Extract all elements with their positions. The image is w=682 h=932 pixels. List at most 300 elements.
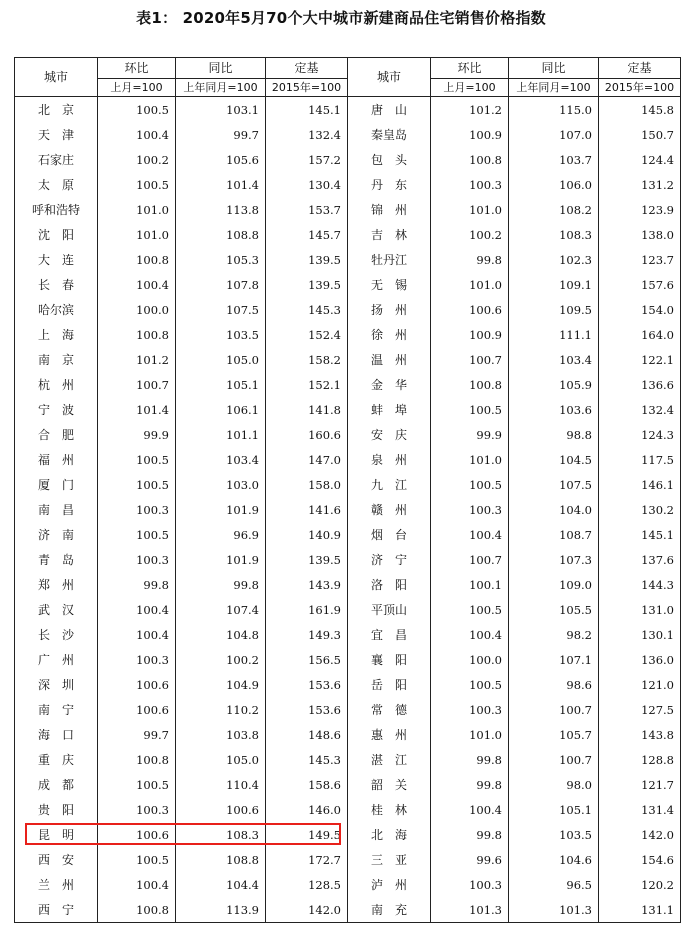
mom-cell: 100.4 [431, 622, 509, 647]
city-header: 城市 [15, 58, 98, 97]
mom-cell: 101.0 [98, 222, 176, 247]
fixed-cell: 153.6 [266, 697, 348, 722]
table-row [15, 897, 681, 923]
mom-cell: 99.8 [98, 572, 176, 597]
fixed-cell: 132.4 [266, 122, 348, 147]
city-cell: 广 州 [15, 647, 98, 672]
fixed-cell: 149.3 [266, 622, 348, 647]
fixed-cell: 172.7 [266, 847, 348, 872]
mom-base-header: 上月=100 [98, 79, 176, 97]
city-cell: 济 宁 [348, 547, 431, 572]
mom-cell: 100.3 [98, 647, 176, 672]
yoy-cell: 110.4 [176, 772, 266, 797]
fixed-cell: 154.0 [599, 297, 681, 322]
yoy-cell: 105.9 [509, 372, 599, 397]
yoy-cell: 105.7 [509, 722, 599, 747]
city-cell: 杭 州 [15, 372, 98, 397]
fixed-cell: 128.8 [599, 747, 681, 772]
yoy-cell: 99.8 [176, 572, 266, 597]
mom-cell: 101.2 [431, 97, 509, 123]
table-row [15, 172, 681, 197]
city-cell: 温 州 [348, 347, 431, 372]
mom-cell: 100.5 [431, 397, 509, 422]
fixed-cell: 141.8 [266, 397, 348, 422]
yoy-cell: 107.3 [509, 547, 599, 572]
yoy-cell: 104.8 [176, 622, 266, 647]
yoy-cell: 101.9 [176, 547, 266, 572]
yoy-cell: 105.1 [176, 372, 266, 397]
fixed-cell: 127.5 [599, 697, 681, 722]
table-row [15, 647, 681, 672]
mom-cell: 100.8 [98, 747, 176, 772]
city-cell: 大 连 [15, 247, 98, 272]
yoy-cell: 98.2 [509, 622, 599, 647]
city-cell: 襄 阳 [348, 647, 431, 672]
mom-cell: 100.8 [98, 897, 176, 923]
mom-cell: 100.5 [98, 772, 176, 797]
fixed-cell: 145.1 [266, 97, 348, 123]
yoy-cell: 106.0 [509, 172, 599, 197]
city-cell: 哈尔滨 [15, 297, 98, 322]
table-row [15, 522, 681, 547]
table-row [15, 572, 681, 597]
yoy-cell: 113.8 [176, 197, 266, 222]
yoy-cell: 107.1 [509, 647, 599, 672]
city-cell: 金 华 [348, 372, 431, 397]
mom-cell: 99.6 [431, 847, 509, 872]
fixed-cell: 139.5 [266, 272, 348, 297]
fixed-cell: 143.9 [266, 572, 348, 597]
fixed-cell: 147.0 [266, 447, 348, 472]
mom-cell: 99.9 [98, 422, 176, 447]
fixed-base-header: 2015年=100 [266, 79, 348, 97]
mom-cell: 101.0 [431, 272, 509, 297]
mom-cell: 100.4 [98, 622, 176, 647]
city-cell: 扬 州 [348, 297, 431, 322]
mom-cell: 100.6 [98, 672, 176, 697]
fixed-cell: 131.1 [599, 897, 681, 923]
city-cell: 福 州 [15, 447, 98, 472]
yoy-cell: 103.5 [176, 322, 266, 347]
yoy-cell: 105.1 [509, 797, 599, 822]
fixed-cell: 145.8 [599, 97, 681, 123]
mom-cell: 100.6 [431, 297, 509, 322]
city-cell: 宁 波 [15, 397, 98, 422]
yoy-cell: 105.6 [176, 147, 266, 172]
city-cell: 韶 关 [348, 772, 431, 797]
city-cell: 泸 州 [348, 872, 431, 897]
yoy-cell: 96.5 [509, 872, 599, 897]
mom-cell: 100.5 [98, 97, 176, 123]
yoy-cell: 110.2 [176, 697, 266, 722]
mom-cell: 101.0 [431, 722, 509, 747]
mom-cell: 100.5 [98, 522, 176, 547]
city-cell: 丹 东 [348, 172, 431, 197]
fixed-cell: 164.0 [599, 322, 681, 347]
table-row [15, 272, 681, 297]
city-cell: 合 肥 [15, 422, 98, 447]
table-row [15, 747, 681, 772]
city-cell: 平顶山 [348, 597, 431, 622]
city-cell: 岳 阳 [348, 672, 431, 697]
city-cell: 南 昌 [15, 497, 98, 522]
mom-cell: 100.3 [98, 497, 176, 522]
fixed-cell: 153.7 [266, 197, 348, 222]
fixed-cell: 124.3 [599, 422, 681, 447]
table-row [15, 497, 681, 522]
city-cell: 青 岛 [15, 547, 98, 572]
city-cell: 厦 门 [15, 472, 98, 497]
yoy-cell: 107.5 [176, 297, 266, 322]
yoy-cell: 104.6 [509, 847, 599, 872]
fixed-cell: 131.2 [599, 172, 681, 197]
mom-cell: 100.7 [431, 347, 509, 372]
price-index-table [14, 57, 681, 923]
fixed-cell: 131.0 [599, 597, 681, 622]
yoy-cell: 105.5 [509, 597, 599, 622]
fixed-cell: 157.2 [266, 147, 348, 172]
table-row [15, 772, 681, 797]
yoy-cell: 107.5 [509, 472, 599, 497]
yoy-cell: 103.6 [509, 397, 599, 422]
city-cell: 惠 州 [348, 722, 431, 747]
city-cell: 桂 林 [348, 797, 431, 822]
fixed-cell: 161.9 [266, 597, 348, 622]
fixed-cell: 152.1 [266, 372, 348, 397]
table-row [15, 297, 681, 322]
city-cell: 赣 州 [348, 497, 431, 522]
fixed-cell: 158.6 [266, 772, 348, 797]
mom-cell: 100.5 [98, 847, 176, 872]
mom-cell: 100.5 [98, 472, 176, 497]
mom-cell: 100.0 [431, 647, 509, 672]
fixed-cell: 139.5 [266, 247, 348, 272]
yoy-base-header: 上年同月=100 [509, 79, 599, 97]
table-row [15, 347, 681, 372]
table-row [15, 672, 681, 697]
city-cell: 南 充 [348, 897, 431, 923]
yoy-cell: 103.0 [176, 472, 266, 497]
city-cell: 深 圳 [15, 672, 98, 697]
table-row [15, 722, 681, 747]
yoy-cell: 111.1 [509, 322, 599, 347]
city-cell: 西 安 [15, 847, 98, 872]
mom-cell: 100.3 [98, 797, 176, 822]
mom-cell: 100.7 [98, 372, 176, 397]
yoy-cell: 108.2 [509, 197, 599, 222]
table-row [15, 222, 681, 247]
city-cell: 海 口 [15, 722, 98, 747]
yoy-cell: 100.2 [176, 647, 266, 672]
fixed-cell: 158.2 [266, 347, 348, 372]
fixed-cell: 142.0 [266, 897, 348, 923]
table-row [15, 247, 681, 272]
city-cell: 成 都 [15, 772, 98, 797]
fixed-cell: 120.2 [599, 872, 681, 897]
yoy-base-header: 上年同月=100 [176, 79, 266, 97]
city-cell: 天 津 [15, 122, 98, 147]
mom-cell: 100.4 [98, 122, 176, 147]
fixed-cell: 123.9 [599, 197, 681, 222]
table-row [15, 597, 681, 622]
fixed-cell: 128.5 [266, 872, 348, 897]
city-cell: 武 汉 [15, 597, 98, 622]
yoy-cell: 101.3 [509, 897, 599, 923]
yoy-cell: 103.4 [176, 447, 266, 472]
mom-cell: 101.0 [431, 447, 509, 472]
mom-cell: 100.3 [431, 872, 509, 897]
fixed-cell: 131.4 [599, 797, 681, 822]
table-row [15, 622, 681, 647]
fixed-cell: 157.6 [599, 272, 681, 297]
fixed-cell: 130.4 [266, 172, 348, 197]
table-row [15, 397, 681, 422]
mom-cell: 100.5 [98, 447, 176, 472]
table-row [15, 797, 681, 822]
yoy-cell: 113.9 [176, 897, 266, 923]
city-cell: 郑 州 [15, 572, 98, 597]
fixed-cell: 145.3 [266, 747, 348, 772]
yoy-cell: 103.1 [176, 97, 266, 123]
city-cell: 包 头 [348, 147, 431, 172]
fixed-cell: 145.7 [266, 222, 348, 247]
table-row [15, 472, 681, 497]
fixed-cell: 139.5 [266, 547, 348, 572]
yoy-cell: 108.8 [176, 847, 266, 872]
yoy-cell: 109.0 [509, 572, 599, 597]
fixed-cell: 149.5 [266, 822, 348, 847]
fixed-cell: 138.0 [599, 222, 681, 247]
fixed-cell: 130.2 [599, 497, 681, 522]
city-cell: 贵 阳 [15, 797, 98, 822]
yoy-cell: 98.0 [509, 772, 599, 797]
yoy-cell: 103.5 [509, 822, 599, 847]
fixed-cell: 145.3 [266, 297, 348, 322]
fixed-cell: 136.6 [599, 372, 681, 397]
mom-cell: 100.5 [431, 597, 509, 622]
mom-cell: 100.5 [431, 672, 509, 697]
mom-cell: 100.4 [431, 522, 509, 547]
city-cell: 牡丹江 [348, 247, 431, 272]
city-cell: 西 宁 [15, 897, 98, 923]
mom-cell: 100.1 [431, 572, 509, 597]
mom-cell: 101.0 [98, 197, 176, 222]
mom-cell: 101.3 [431, 897, 509, 923]
mom-cell: 100.2 [431, 222, 509, 247]
fixed-cell: 143.8 [599, 722, 681, 747]
yoy-cell: 108.3 [509, 222, 599, 247]
yoy-cell: 98.8 [509, 422, 599, 447]
city-cell: 长 春 [15, 272, 98, 297]
yoy-cell: 115.0 [509, 97, 599, 123]
city-cell: 北 京 [15, 97, 98, 123]
yoy-cell: 104.5 [509, 447, 599, 472]
city-cell: 常 德 [348, 697, 431, 722]
city-cell: 长 沙 [15, 622, 98, 647]
table-row [15, 422, 681, 447]
city-cell: 湛 江 [348, 747, 431, 772]
city-cell: 吉 林 [348, 222, 431, 247]
fixed-cell: 142.0 [599, 822, 681, 847]
yoy-cell: 109.1 [509, 272, 599, 297]
mom-cell: 99.8 [431, 247, 509, 272]
city-cell: 上 海 [15, 322, 98, 347]
fixed-cell: 146.1 [599, 472, 681, 497]
yoy-header: 同比 [176, 58, 266, 79]
mom-cell: 100.9 [431, 122, 509, 147]
mom-cell: 100.6 [98, 822, 176, 847]
yoy-cell: 103.4 [509, 347, 599, 372]
mom-base-header: 上月=100 [431, 79, 509, 97]
yoy-cell: 100.7 [509, 697, 599, 722]
yoy-cell: 104.0 [509, 497, 599, 522]
table-row [15, 447, 681, 472]
city-cell: 唐 山 [348, 97, 431, 123]
yoy-cell: 101.9 [176, 497, 266, 522]
table-row [15, 372, 681, 397]
table-body [15, 97, 681, 923]
mom-cell: 100.6 [98, 697, 176, 722]
table-header [15, 58, 681, 97]
mom-cell: 100.8 [431, 147, 509, 172]
yoy-cell: 96.9 [176, 522, 266, 547]
mom-cell: 101.0 [431, 197, 509, 222]
fixed-cell: 124.4 [599, 147, 681, 172]
yoy-cell: 101.4 [176, 172, 266, 197]
mom-cell: 99.8 [431, 822, 509, 847]
mom-cell: 100.8 [98, 322, 176, 347]
city-cell: 徐 州 [348, 322, 431, 347]
yoy-cell: 108.3 [176, 822, 266, 847]
mom-cell: 100.4 [431, 797, 509, 822]
yoy-cell: 101.1 [176, 422, 266, 447]
city-cell: 安 庆 [348, 422, 431, 447]
fixed-cell: 141.6 [266, 497, 348, 522]
city-cell: 兰 州 [15, 872, 98, 897]
fixed-cell: 145.1 [599, 522, 681, 547]
yoy-cell: 108.7 [509, 522, 599, 547]
yoy-cell: 104.4 [176, 872, 266, 897]
mom-cell: 100.4 [98, 872, 176, 897]
fixed-cell: 132.4 [599, 397, 681, 422]
city-cell: 烟 台 [348, 522, 431, 547]
yoy-cell: 105.0 [176, 347, 266, 372]
yoy-cell: 107.8 [176, 272, 266, 297]
fixed-cell: 123.7 [599, 247, 681, 272]
yoy-cell: 103.7 [509, 147, 599, 172]
city-cell: 沈 阳 [15, 222, 98, 247]
mom-header: 环比 [98, 58, 176, 79]
fixed-cell: 121.0 [599, 672, 681, 697]
mom-cell: 100.3 [431, 697, 509, 722]
fixed-cell: 130.1 [599, 622, 681, 647]
mom-cell: 101.2 [98, 347, 176, 372]
fixed-cell: 136.0 [599, 647, 681, 672]
table-row [15, 872, 681, 897]
table-row [15, 697, 681, 722]
fixed-cell: 154.6 [599, 847, 681, 872]
city-cell: 锦 州 [348, 197, 431, 222]
yoy-cell: 106.1 [176, 397, 266, 422]
city-cell: 南 宁 [15, 697, 98, 722]
yoy-cell: 103.8 [176, 722, 266, 747]
mom-cell: 99.7 [98, 722, 176, 747]
table-row [15, 822, 681, 847]
fixed-cell: 153.6 [266, 672, 348, 697]
yoy-cell: 100.7 [509, 747, 599, 772]
table-row [15, 122, 681, 147]
yoy-cell: 107.0 [509, 122, 599, 147]
city-cell: 济 南 [15, 522, 98, 547]
fixed-cell: 137.6 [599, 547, 681, 572]
yoy-cell: 102.3 [509, 247, 599, 272]
mom-cell: 100.7 [431, 547, 509, 572]
mom-cell: 100.3 [98, 547, 176, 572]
mom-cell: 100.8 [98, 247, 176, 272]
mom-cell: 100.9 [431, 322, 509, 347]
yoy-cell: 98.6 [509, 672, 599, 697]
city-header: 城市 [348, 58, 431, 97]
yoy-cell: 104.9 [176, 672, 266, 697]
yoy-cell: 108.8 [176, 222, 266, 247]
mom-header: 环比 [431, 58, 509, 79]
mom-cell: 100.4 [98, 597, 176, 622]
mom-cell: 100.3 [431, 172, 509, 197]
fixed-cell: 156.5 [266, 647, 348, 672]
table-row [15, 547, 681, 572]
mom-cell: 99.8 [431, 772, 509, 797]
city-cell: 秦皇岛 [348, 122, 431, 147]
mom-cell: 100.2 [98, 147, 176, 172]
fixed-cell: 146.0 [266, 797, 348, 822]
city-cell: 无 锡 [348, 272, 431, 297]
fixed-cell: 140.9 [266, 522, 348, 547]
yoy-cell: 99.7 [176, 122, 266, 147]
city-cell: 南 京 [15, 347, 98, 372]
city-cell: 泉 州 [348, 447, 431, 472]
mom-cell: 101.4 [98, 397, 176, 422]
city-cell: 昆 明 [15, 822, 98, 847]
city-cell: 北 海 [348, 822, 431, 847]
mom-cell: 100.5 [431, 472, 509, 497]
mom-cell: 99.8 [431, 747, 509, 772]
fixed-cell: 144.3 [599, 572, 681, 597]
fixed-cell: 148.6 [266, 722, 348, 747]
fixed-cell: 122.1 [599, 347, 681, 372]
city-cell: 太 原 [15, 172, 98, 197]
table-row [15, 97, 681, 123]
city-cell: 九 江 [348, 472, 431, 497]
fixed-base-header: 2015年=100 [599, 79, 681, 97]
city-cell: 蚌 埠 [348, 397, 431, 422]
fixed-cell: 117.5 [599, 447, 681, 472]
fixed-header: 定基 [266, 58, 348, 79]
mom-cell: 100.8 [431, 372, 509, 397]
table-row [15, 197, 681, 222]
fixed-cell: 160.6 [266, 422, 348, 447]
city-cell: 三 亚 [348, 847, 431, 872]
yoy-header: 同比 [509, 58, 599, 79]
yoy-cell: 107.4 [176, 597, 266, 622]
fixed-cell: 121.7 [599, 772, 681, 797]
fixed-cell: 150.7 [599, 122, 681, 147]
table-row [15, 147, 681, 172]
city-cell: 石家庄 [15, 147, 98, 172]
fixed-cell: 152.4 [266, 322, 348, 347]
table-row [15, 322, 681, 347]
mom-cell: 100.4 [98, 272, 176, 297]
table-row [15, 847, 681, 872]
